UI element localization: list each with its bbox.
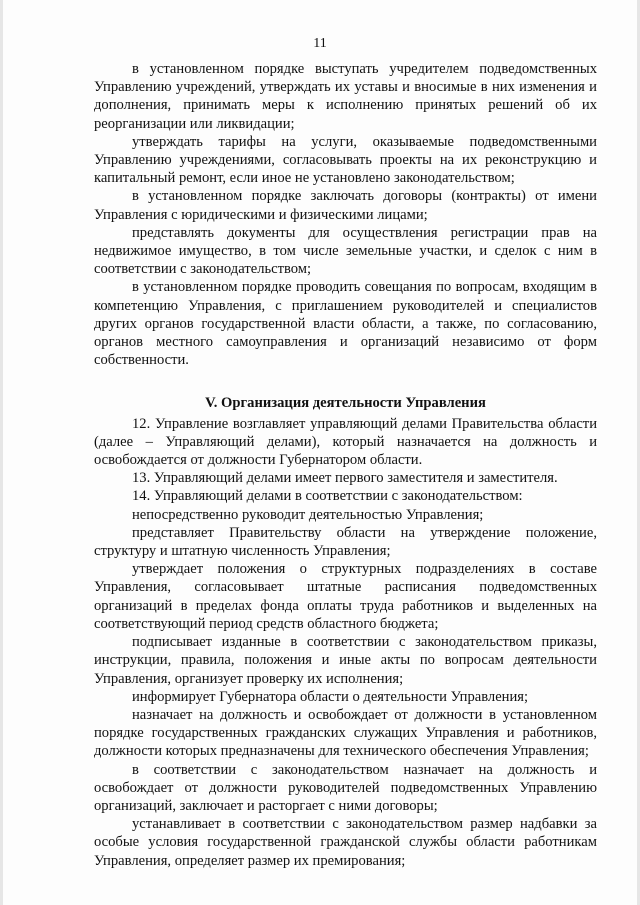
paragraph: информирует Губернатора области о деятельности Управления; — [132, 688, 529, 705]
paragraph: утверждает положения о структурных подразделениях в составе Управления, согласовывает штатные расписания подведомственных организаций в пределах фонда оплаты труда работников и выделенных на соответствующий период средств областного бюджета; — [94, 561, 597, 632]
paragraph: в установленном порядке проводить совещания по вопросам, входящим в компетенцию Управления, с приглашением руководителей и специалистов других органов государственной власти области, а также, по согласованию, органов местного самоуправления и организаций независимо от форм собственности. — [94, 279, 597, 369]
paragraph: 14. Управляющий делами в соответствии с законодательством: — [132, 488, 523, 505]
paragraph: 12. Управление возглавляет управляющий делами Правительства области (далее – Управляющий делами), который назначается на должность и освобождается от должности Губернатором области. — [94, 415, 597, 469]
section-heading: V. Организация деятельности Управления — [205, 395, 486, 412]
paragraph: назначает на должность и освобождает от должности в установленном порядке государственных гражданских служащих Управления и работников, должности которых предназначены для технического обеспечения Управления; — [94, 706, 597, 760]
paragraph: в установленном порядке выступать учредителем подведомственных Управлению учреждений, утверждать их уставы и вносимые в них изменения и дополнения, принимать меры к исполнению принятых решений об их реорганизации или ликвидации; — [94, 61, 597, 132]
page-number: 11 — [313, 36, 327, 51]
paragraph: 13. Управляющий делами имеет первого заместителя и заместителя. — [132, 470, 558, 487]
paragraph: представлять документы для осуществления регистрации прав на недвижимое имущество, в том числе земельные участки, и сделок с ним в соответствии с законодательством; — [94, 224, 597, 278]
paragraph: представляет Правительству области на утверждение положение, структуру и штатную численность Управления; — [94, 524, 597, 560]
paragraph: устанавливает в соответствии с законодательством размер надбавки за особые условия государственной гражданской службы области работникам Управления, определяет размер их премирования; — [94, 816, 597, 869]
paragraph: в соответствии с законодательством назначает на должность и освобождает от должности руководителей подведомственных Управлению организаций, заключает и расторгает с ними договоры; — [94, 761, 597, 814]
paragraph: утверждать тарифы на услуги, оказываемые подведомственными Управлению учреждениями, согласовывать проекты на их реконструкцию и капитальный ремонт, если иное не установлено законодательством; — [94, 133, 597, 187]
paragraph: подписывает изданные в соответствии с законодательством приказы, инструкции, правила, положения и иные акты по вопросам деятельности Управления, организует проверку их исполнения; — [94, 634, 597, 687]
paragraph: в установленном порядке заключать договоры (контракты) от имени Управления с юридическими и физическими лицами; — [94, 188, 597, 223]
document-body — [94, 60, 597, 870]
paragraph: непосредственно руководит деятельностью Управления; — [132, 506, 484, 523]
